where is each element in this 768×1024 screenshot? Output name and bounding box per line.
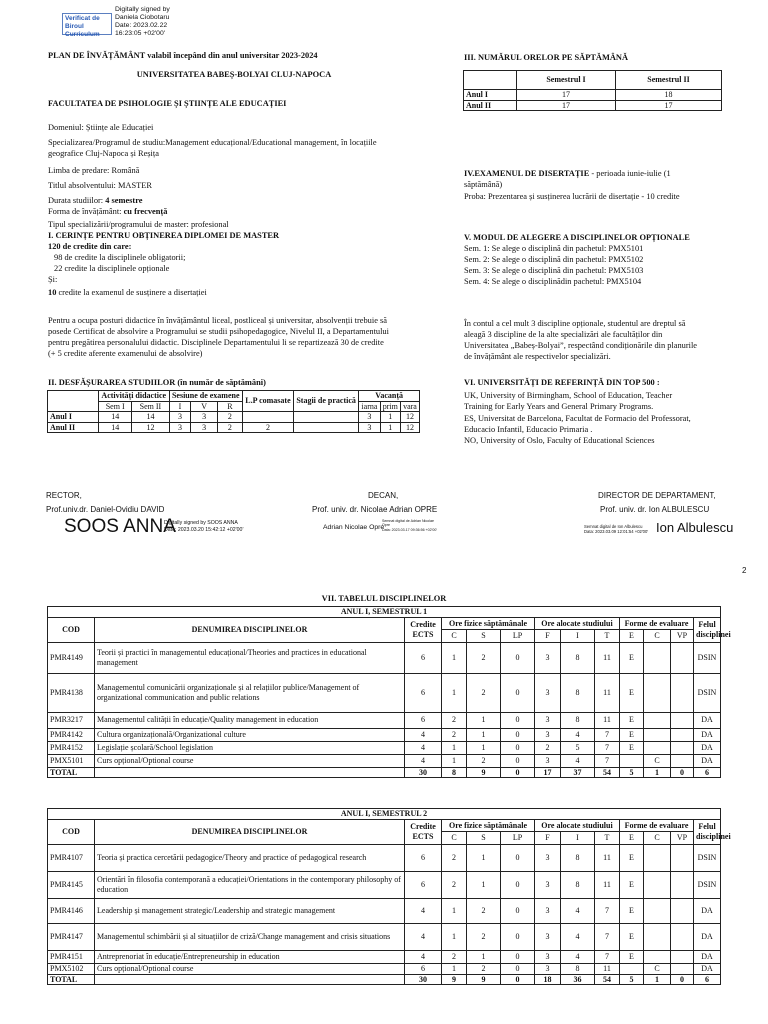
- table-cell: 0: [501, 950, 535, 963]
- table-cell: [644, 642, 671, 673]
- table-cell: [644, 950, 671, 963]
- col-header-felul: Felul disciplinei: [694, 617, 721, 642]
- table-cell: Antreprenoriat în educație/Entrepreneurship in education: [95, 950, 405, 963]
- table-cell: 0: [501, 844, 535, 871]
- table-cell: 8: [561, 844, 595, 871]
- table-cell: 9: [467, 974, 501, 985]
- col-header-denumire: DENUMIREA DISCIPLINELOR: [95, 819, 405, 844]
- table-cell: 1: [442, 923, 467, 950]
- schedule-subheader: V: [191, 401, 217, 412]
- table-cell: E: [620, 728, 644, 741]
- table-cell: 6: [405, 712, 442, 728]
- table-cell: 6: [405, 963, 442, 974]
- table-cell: 2: [467, 642, 501, 673]
- table-cell: DA: [694, 712, 721, 728]
- col-header-felul: Felul disciplinei: [694, 819, 721, 844]
- table-cell: Teoria și practica cercetării pedagogice/Theory and practice of pedagogical research: [95, 844, 405, 871]
- table-cell: [671, 754, 694, 767]
- col-header-credite: Credite ECTS: [405, 819, 442, 844]
- table-cell: PMR3217: [48, 712, 95, 728]
- table-cell: [671, 712, 694, 728]
- table-cell: 2: [442, 950, 467, 963]
- table-cell: 11: [595, 712, 620, 728]
- table-cell: DA: [694, 963, 721, 974]
- table-cell: 3: [535, 754, 561, 767]
- table-cell: 8: [561, 712, 595, 728]
- table-cell: [620, 754, 644, 767]
- table-row: [48, 844, 721, 871]
- section5-title: V. MODUL DE ALEGERE A DISCIPLINELOR OPȚIONALE: [464, 233, 690, 242]
- table-cell: E: [620, 923, 644, 950]
- table-cell: PMR4107: [48, 844, 95, 871]
- table-cell: E: [620, 844, 644, 871]
- col-header-denumire: DENUMIREA DISCIPLINELOR: [95, 617, 405, 642]
- table-cell: 4: [405, 923, 442, 950]
- table-cell: DA: [694, 950, 721, 963]
- table-cell: PMR4146: [48, 898, 95, 923]
- dean-name: Prof. univ. dr. Nicolae Adrian OPRE: [312, 505, 438, 514]
- table-cell: 0: [501, 974, 535, 985]
- table-cell: 3: [535, 923, 561, 950]
- table-cell: 1: [467, 871, 501, 898]
- table-cell: 11: [595, 963, 620, 974]
- table-cell: E: [620, 950, 644, 963]
- table-row: [48, 963, 721, 974]
- section7-title: VII. TABELUL DISCIPLINELOR: [321, 594, 447, 603]
- table-cell: DA: [694, 741, 721, 754]
- optional-choice-item: Sem. 4: Se alege o disciplinădin pachetul: PMX5104: [464, 277, 642, 286]
- section4-title: IV.EXAMENUL DE DISERTAȚIE - perioada iunie-iulie (1: [464, 169, 671, 178]
- optional-note-2: aleagă 3 discipline de la alte specializări ale facultăților din: [464, 330, 663, 339]
- schedule-subheader: vara: [400, 401, 419, 412]
- table-cell: 0: [501, 767, 535, 778]
- table-cell: E: [620, 673, 644, 712]
- table-cell: Managementul comunicării organizaționale și al relațiilor publice/Management of organizational communication and public relations: [95, 673, 405, 712]
- table-cell: 11: [595, 642, 620, 673]
- table-cell: 0: [501, 728, 535, 741]
- subheader-row: C S LP F I T E C VP: [48, 832, 721, 845]
- table-cell: [644, 871, 671, 898]
- weekly-hours-table: [463, 70, 722, 111]
- col-header-cod: COD: [48, 819, 95, 844]
- section1-title: I. CERINȚE PENTRU OBȚINEREA DIPLOMEI DE MASTER: [48, 231, 280, 240]
- rector-signature: SOOS ANNA: [64, 516, 176, 537]
- table-cell: 1: [644, 767, 671, 778]
- table-cell: 2: [467, 963, 501, 974]
- hours-corner-cell: [464, 71, 517, 90]
- table-cell: 3: [535, 898, 561, 923]
- table-cell: [644, 741, 671, 754]
- table-cell: [671, 950, 694, 963]
- table-cell: 6: [405, 642, 442, 673]
- table-cell: 2: [535, 741, 561, 754]
- table-cell: 18: [535, 974, 561, 985]
- schedule-subheader: iarna: [359, 401, 380, 412]
- table-cell: 2: [467, 923, 501, 950]
- schedule-header-vacanta: Vacanță: [359, 391, 420, 402]
- table-cell: Teorii și practici în managementul educațional/Theories and practices in educational management: [95, 642, 405, 673]
- dean-signature: Adrian Nicolae Opre: [323, 524, 385, 531]
- table-cell: 1: [467, 844, 501, 871]
- col-header-ore-fizice: Ore fizice săptămânale: [442, 819, 535, 832]
- table-cell: 54: [595, 974, 620, 985]
- schedule-row-anul-1: Anul I 14 14 3 3 2 3 1 12: [48, 412, 420, 423]
- table-cell: DA: [694, 923, 721, 950]
- table-cell: 1: [442, 642, 467, 673]
- table-row: [48, 673, 721, 712]
- reference-university: ES, Universitat de Barcelona, Facultat de Formacio del Professorat,: [464, 414, 691, 423]
- schedule-header-activitati: Activități didactice: [99, 391, 170, 402]
- disciplines-table-sem1: [47, 606, 731, 778]
- digital-signature-top: Digitally signed by Daniela Ciobotaru Date: 2023.02.22 16:23:05 +02'00': [115, 6, 170, 37]
- semester-title: ANUL I, SEMESTRUL 2: [48, 809, 721, 820]
- table-cell: 6: [405, 871, 442, 898]
- table-cell: Curs opțional/Optional course: [95, 963, 405, 974]
- table-cell: 30: [405, 767, 442, 778]
- hours-header-sem1: Semestrul I: [517, 71, 616, 90]
- teaching-note-1: Pentru a ocupa posturi didactice în învățământul liceal, postliceal și universitar, absolvenții trebuie să: [48, 316, 387, 325]
- credits-total: 120 de credite din care:: [48, 242, 132, 251]
- table-cell: DSIN: [694, 642, 721, 673]
- table-cell: 6: [405, 673, 442, 712]
- table-cell: Cultura organizațională/Organizational culture: [95, 728, 405, 741]
- table-cell: 6: [405, 844, 442, 871]
- table-cell: 1: [442, 754, 467, 767]
- optional-note-1: În contul a cel mult 3 discipline opționale, studentul are dreptul să: [464, 319, 686, 328]
- schedule-subheader: Sem I: [99, 401, 132, 412]
- col-header-forme: Forme de evaluare: [620, 617, 694, 630]
- col-header-ore-fizice: Ore fizice săptămânale: [442, 617, 535, 630]
- section6-title: VI. UNIVERSITĂȚI DE REFERINȚĂ DIN TOP 500 :: [464, 378, 660, 387]
- teaching-note-2: posede Certificat de absolvire a Programului se studii psihopedagogice, Nivelul II, a Departamentului: [48, 327, 389, 336]
- dissertation-proba: Proba: Prezentarea și susținerea lucrării de disertație - 10 credite: [464, 192, 680, 201]
- table-cell: 7: [595, 728, 620, 741]
- table-cell: 4: [405, 898, 442, 923]
- table-cell: [671, 741, 694, 754]
- rector-title: RECTOR,: [46, 491, 82, 500]
- table-cell: PMX5101: [48, 754, 95, 767]
- section4-line2: săptămână): [464, 180, 503, 189]
- study-duration: Durata studiilor: 4 semestre: [48, 196, 143, 205]
- specialization-line2: geografice Cluj-Napoca și Reșița: [48, 149, 159, 158]
- table-cell: PMR4151: [48, 950, 95, 963]
- table-cell: [644, 673, 671, 712]
- table-cell: 0: [501, 923, 535, 950]
- table-cell: Orientări în filosofia contemporană a educației/Orientations in the contemporary philosophy of education: [95, 871, 405, 898]
- hours-row-anul-2: Anul II 17 17: [464, 100, 722, 111]
- table-cell: 1: [467, 950, 501, 963]
- table-cell: 4: [561, 923, 595, 950]
- section3-title: III. NUMĂRUL ORELOR PE SĂPTĂMÂNĂ: [464, 53, 629, 62]
- table-cell: 9: [467, 767, 501, 778]
- section2-title: II. DESFĂȘURAREA STUDIILOR (în număr de săptămâni): [48, 378, 266, 387]
- table-cell: E: [620, 741, 644, 754]
- table-cell: [671, 923, 694, 950]
- table-cell: PMR4142: [48, 728, 95, 741]
- table-cell: 1: [442, 898, 467, 923]
- table-cell: 4: [405, 754, 442, 767]
- table-cell: C: [644, 754, 671, 767]
- table-cell: 54: [595, 767, 620, 778]
- table-row: [48, 741, 721, 754]
- table-cell: 11: [595, 673, 620, 712]
- table-cell: PMX5102: [48, 963, 95, 974]
- table-cell: E: [620, 642, 644, 673]
- table-row: [48, 898, 721, 923]
- table-cell: [671, 898, 694, 923]
- study-schedule-table: [47, 390, 420, 433]
- table-cell: DSIN: [694, 844, 721, 871]
- table-cell: [644, 844, 671, 871]
- table-cell: 0: [501, 741, 535, 754]
- table-cell: [644, 728, 671, 741]
- university-name: UNIVERSITATEA BABEȘ-BOLYAI CLUJ-NAPOCA: [136, 70, 332, 79]
- table-cell: [644, 712, 671, 728]
- table-cell: [671, 871, 694, 898]
- table-cell: 37: [561, 767, 595, 778]
- table-cell: Managementul calității în educație/Quality management in education: [95, 712, 405, 728]
- table-cell: 11: [595, 844, 620, 871]
- table-cell: DSIN: [694, 871, 721, 898]
- table-cell: 3: [535, 712, 561, 728]
- table-cell: PMR4149: [48, 642, 95, 673]
- table-cell: 8: [442, 767, 467, 778]
- table-cell: 1: [467, 741, 501, 754]
- hours-header-sem2: Semestrul II: [616, 71, 722, 90]
- table-cell: 3: [535, 642, 561, 673]
- table-cell: E: [620, 712, 644, 728]
- schedule-header-lp: L.P comasate: [242, 391, 293, 412]
- table-cell: 4: [561, 950, 595, 963]
- table-row: [48, 712, 721, 728]
- schedule-subheader: I: [169, 401, 191, 412]
- credits-mandatory: 98 de credite la disciplinele obligatorii;: [54, 253, 186, 262]
- schedule-header-sesiune: Sesiune de examene: [169, 391, 242, 402]
- disciplines-table-sem2: [47, 808, 731, 985]
- table-cell: 4: [561, 728, 595, 741]
- director-signature-meta: Semnat digital de Ion Albulescu Data: 2023.03.09 12:01:54 +02'00': [584, 524, 649, 535]
- table-cell: 2: [442, 728, 467, 741]
- table-cell: 8: [561, 963, 595, 974]
- table-cell: 11: [595, 871, 620, 898]
- table-cell: 4: [561, 754, 595, 767]
- table-cell: 1: [467, 728, 501, 741]
- credits-optional: 22 credite la disciplinele opționale: [54, 264, 170, 273]
- table-cell: C: [644, 963, 671, 974]
- table-cell: [620, 963, 644, 974]
- graduate-title: Titlul absolventului: MASTER: [48, 181, 152, 190]
- table-cell: [671, 728, 694, 741]
- col-header-credite: Credite ECTS: [405, 617, 442, 642]
- table-cell: 9: [442, 974, 467, 985]
- table-cell: 5: [620, 974, 644, 985]
- semester-title: ANUL I, SEMESTRUL 1: [48, 607, 721, 618]
- and-label: Și:: [48, 275, 58, 284]
- schedule-subheader: Sem II: [132, 401, 169, 412]
- total-row: [48, 767, 721, 778]
- table-cell: DA: [694, 754, 721, 767]
- table-cell: 2: [442, 844, 467, 871]
- schedule-corner-cell: [48, 391, 99, 412]
- table-cell: 5: [561, 741, 595, 754]
- col-header-ore-alocate: Ore alocate studiului: [535, 617, 620, 630]
- table-cell: Curs opțional/Optional course: [95, 754, 405, 767]
- table-cell: 36: [561, 974, 595, 985]
- page-number: 2: [742, 566, 747, 575]
- table-cell: DSIN: [694, 673, 721, 712]
- teaching-note-4: (+ 5 credite aferente examenului de absolvire): [48, 349, 203, 358]
- table-cell: 1: [442, 673, 467, 712]
- table-cell: DA: [694, 898, 721, 923]
- teaching-note-3: pentru pregătirea personalului didactic. Disciplinele Departamentului li se repartizează 30 de credite: [48, 338, 384, 347]
- total-row: [48, 974, 721, 985]
- table-cell: [644, 898, 671, 923]
- table-cell: [671, 673, 694, 712]
- table-cell: 3: [535, 950, 561, 963]
- table-cell: 8: [561, 871, 595, 898]
- table-cell: 0: [501, 898, 535, 923]
- table-cell: 0: [501, 963, 535, 974]
- optional-note-4: de învățământ ale respectivelor specializări.: [464, 352, 611, 361]
- table-cell: E: [620, 871, 644, 898]
- table-row: [48, 923, 721, 950]
- table-cell: 7: [595, 923, 620, 950]
- table-cell: 0: [671, 767, 694, 778]
- table-cell: [644, 923, 671, 950]
- domain: Domeniul: Științe ale Educației: [48, 123, 154, 132]
- table-cell: 3: [535, 673, 561, 712]
- table-cell: 0: [671, 974, 694, 985]
- reference-university: UK, University of Birmingham, School of Education, Teacher: [464, 391, 673, 400]
- subheader-row: C S LP F I T E C VP: [48, 630, 721, 643]
- table-cell: 3: [535, 963, 561, 974]
- table-cell: PMR4147: [48, 923, 95, 950]
- table-row: [48, 728, 721, 741]
- table-cell: [95, 974, 405, 985]
- table-cell: 0: [501, 642, 535, 673]
- table-cell: 6: [694, 974, 721, 985]
- table-cell: 0: [501, 754, 535, 767]
- table-cell: Legislație școlară/School legislation: [95, 741, 405, 754]
- col-header-ore-alocate: Ore alocate studiului: [535, 819, 620, 832]
- table-cell: 8: [561, 642, 595, 673]
- table-cell: 5: [620, 767, 644, 778]
- dean-title: DECAN,: [368, 491, 399, 500]
- table-cell: 4: [405, 741, 442, 754]
- table-row: [48, 871, 721, 898]
- table-cell: 7: [595, 741, 620, 754]
- schedule-header-stagiu: Stagii de practică: [293, 391, 358, 412]
- table-cell: 1: [442, 741, 467, 754]
- table-cell: TOTAL: [48, 974, 95, 985]
- table-cell: 1: [442, 963, 467, 974]
- table-cell: 2: [467, 754, 501, 767]
- table-cell: 4: [405, 950, 442, 963]
- table-cell: 2: [442, 712, 467, 728]
- table-cell: 4: [561, 898, 595, 923]
- table-cell: 6: [694, 767, 721, 778]
- director-signature: Ion Albulescu: [656, 520, 734, 535]
- optional-note-3: Universitatea „Babeș-Bolyai”, respectând condiționările din planurile: [464, 341, 698, 350]
- program-type: Tipul specializării/programului de master: profesional: [48, 220, 229, 229]
- table-cell: 3: [535, 728, 561, 741]
- table-cell: [671, 844, 694, 871]
- table-cell: PMR4145: [48, 871, 95, 898]
- table-cell: 3: [535, 871, 561, 898]
- specialization-line1: Specializarea/Programul de studiu:Management educațional/Educational management, în locațiile: [48, 138, 377, 147]
- optional-choice-item: Sem. 1: Se alege o disciplină din pachetul: PMX5101: [464, 244, 644, 253]
- hours-row-anul-1: Anul I 17 18: [464, 90, 722, 101]
- director-title: DIRECTOR DE DEPARTAMENT,: [598, 491, 716, 500]
- optional-choice-item: Sem. 3: Se alege o disciplină din pachetul: PMX5103: [464, 266, 644, 275]
- table-cell: 2: [467, 898, 501, 923]
- table-cell: 1: [644, 974, 671, 985]
- reference-university: Educacio Infantil, Educacio Primaria .: [464, 425, 593, 434]
- table-cell: E: [620, 898, 644, 923]
- rector-name: Prof.univ.dr. Daniel-Ovidiu DAVID: [46, 505, 165, 514]
- col-header-forme: Forme de evaluare: [620, 819, 694, 832]
- table-cell: 0: [501, 673, 535, 712]
- table-cell: PMR4138: [48, 673, 95, 712]
- table-cell: Leadership și management strategic/Leadership and strategic management: [95, 898, 405, 923]
- optional-choice-item: Sem. 2: Se alege o disciplină din pachetul: PMX5102: [464, 255, 644, 264]
- schedule-subheader: R: [217, 401, 242, 412]
- table-cell: DA: [694, 728, 721, 741]
- table-cell: [95, 767, 405, 778]
- table-cell: 3: [535, 844, 561, 871]
- table-row: [48, 754, 721, 767]
- dean-signature-meta: Semnat digital de Adrian Nicolae Opre Data: 2023.03.17 09:36:56 +02'00': [382, 519, 438, 532]
- table-row: [48, 950, 721, 963]
- table-cell: PMR4152: [48, 741, 95, 754]
- reference-university: NO, University of Oslo, Faculty of Educational Sciences: [464, 436, 655, 445]
- table-cell: 7: [595, 898, 620, 923]
- table-row: [48, 642, 721, 673]
- credits-dissertation: 10 credite la examenul de susținere a disertației: [48, 288, 207, 297]
- table-cell: 8: [561, 673, 595, 712]
- table-cell: 30: [405, 974, 442, 985]
- study-form: Forma de învățământ: cu frecvență: [48, 207, 168, 216]
- schedule-subheader: prim: [380, 401, 400, 412]
- table-cell: 7: [595, 950, 620, 963]
- rector-signature-meta: Digitally signed by SOOS ANNA Date: 2023.03.20 15:42:12 +02'00': [164, 520, 244, 533]
- plan-title: PLAN DE ÎNVĂȚĂMÂNT valabil începând din anul universitar 2023-2024: [48, 51, 318, 60]
- table-cell: TOTAL: [48, 767, 95, 778]
- table-cell: Managementul schimbării și al situațiilor de criză/Change management and crisis situations: [95, 923, 405, 950]
- schedule-row-anul-2: Anul II 14 12 3 3 2 2 3 1 12: [48, 422, 420, 433]
- verification-stamp: Verificat de Biroul Curriculum: [62, 13, 112, 35]
- table-cell: 2: [442, 871, 467, 898]
- reference-university: Training for Early Years and General Primary Programs.: [464, 402, 654, 411]
- faculty-name: FACULTATEA DE PSIHOLOGIE ȘI ȘTIINȚE ALE EDUCAȚIEI: [48, 99, 287, 108]
- col-header-cod: COD: [48, 617, 95, 642]
- table-cell: 0: [501, 871, 535, 898]
- table-cell: [671, 963, 694, 974]
- table-cell: 17: [535, 767, 561, 778]
- table-cell: 1: [467, 712, 501, 728]
- teaching-language: Limba de predare: Română: [48, 166, 140, 175]
- director-name: Prof. univ. dr. Ion ALBULESCU: [600, 505, 710, 514]
- table-cell: 0: [501, 712, 535, 728]
- table-cell: 2: [467, 673, 501, 712]
- table-cell: 4: [405, 728, 442, 741]
- table-cell: [671, 642, 694, 673]
- table-cell: 7: [595, 754, 620, 767]
